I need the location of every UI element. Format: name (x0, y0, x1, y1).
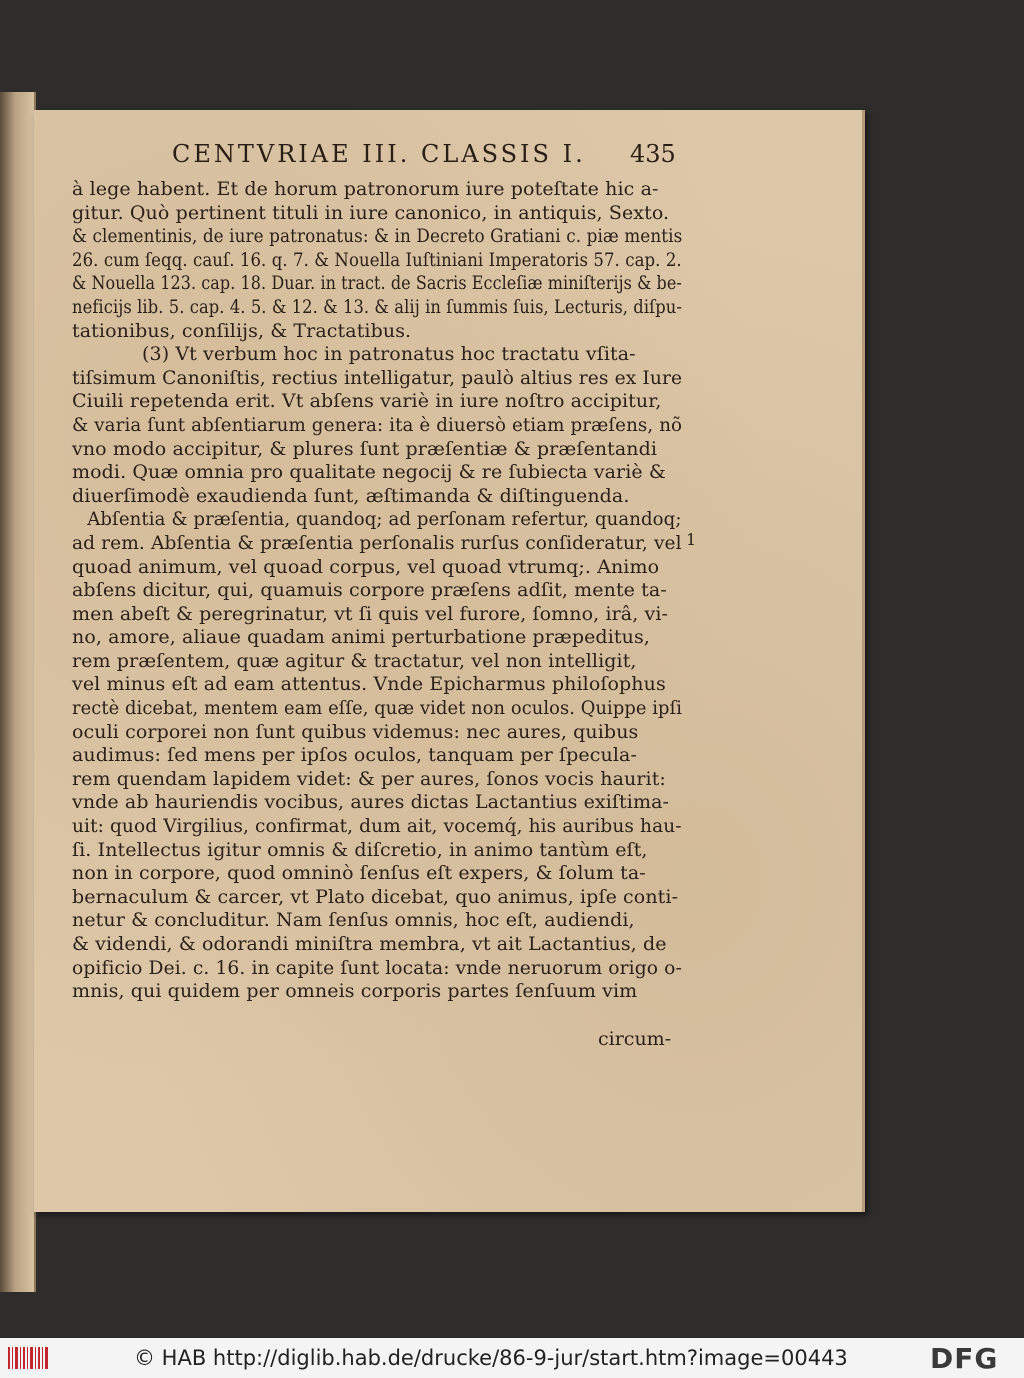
running-title: CENTVRIAE III. CLASSIS I. (172, 140, 586, 168)
text-line: diuerſimodè exaudienda ſunt, æſtimanda & diſtinguenda. (72, 484, 630, 507)
text-line: opificio Dei. c. 16. in capite ſunt locata: vnde neruorum origo o- (72, 956, 682, 979)
text-line: & clementinis, de iure patronatus: & in Decreto Gratiani c. piæ mentis (72, 225, 683, 248)
text-line: audimus: ſed mens per ipſos oculos, tanquam per ſpecula- (72, 744, 637, 767)
text-line: vno modo accipitur, & plures ſunt præſentiæ & præſentandi (72, 437, 658, 460)
text-line: & varia ſunt abſentiarum genera: ita è diuersò etiam præſens, nõ (72, 413, 683, 436)
text-line: neficijs lib. 5. cap. 4. 5. & 12. & 13. & alij in ſummis ſuis, Lecturis, diſpu- (72, 295, 682, 318)
page-body-text (72, 178, 682, 1004)
text-line: à lege habent. Et de horum patronorum iure poteſtate hic a- (72, 178, 659, 200)
catchword: circum- (598, 1028, 672, 1050)
text-line: non in corpore, quod omninò ſenſus eſt expers, & ſolum ta- (72, 862, 646, 885)
text-line: men abeſt & peregrinatur, vt ſi quis vel furore, ſomno, irâ, vi- (72, 602, 669, 625)
text-line: uit: quod Virgilius, confirmat, dum ait, vocemq́, his auribus hau- (72, 815, 682, 838)
text-line: rectè dicebat, mentem eam eſſe, quæ videt non oculos. Quippe ipſi (72, 697, 683, 720)
previous-page-edge (0, 92, 36, 1292)
text-line: & videndi, & odorandi miniſtra membra, vt ait Lactantius, de (72, 933, 667, 955)
text-line: gitur. Quò pertinent tituli in iure canonico, in antiquis, Sexto. (72, 201, 670, 224)
page-number: 435 (630, 140, 676, 168)
text-line: quoad animum, vel quoad corpus, vel quoad vtrumq;. Animo (72, 555, 660, 578)
footer-bar (0, 1338, 1024, 1378)
text-line: mnis, qui quidem per omneis corporis partes ſenſuum vim (72, 980, 638, 1003)
text-line: modi. Quæ omnia pro qualitate negocij & re ſubiecta variè & (72, 461, 666, 484)
text-line: tiſsimum Canoniſtis, rectius intelligatur, paulò altius res ex Iure (72, 366, 683, 389)
dfg-logo: DFG (930, 1342, 999, 1375)
text-line: & Nouella 123. cap. 18. Duar. in tract. de Sacris Eccleſiæ miniſterijs & be- (72, 272, 682, 295)
text-line: 26. cum ſeqq. cauſ. 16. q. 7. & Nouella Iuſtiniani Imperatoris 57. cap. 2. (72, 248, 682, 271)
text-line: ad rem. Abſentia & præſentia perſonalis rurſus conſideratur, vel (72, 531, 682, 554)
text-line: Ciuili repetenda erit. Vt abſens variè in iure noſtro accipitur, (72, 390, 662, 413)
text-line: no, amore, aliaue quadam animi perturbatione præpeditus, (72, 626, 650, 649)
text-line: rem præſentem, quæ agitur & tractatur, vel non intelligit, (72, 649, 637, 672)
margin-mark: 1 (686, 530, 697, 549)
text-line: abſens dicitur, qui, quamuis corpore præſens adſit, mente ta- (72, 579, 667, 602)
hab-barcode-icon (6, 1344, 50, 1372)
text-line: vnde ab hauriendis vocibus, aures dictas Lactantius exiſtima- (72, 791, 670, 814)
text-line: Abſentia & præſentia, quandoq; ad perſonam refertur, quandoq; (87, 508, 682, 531)
text-line: bernaculum & carcer, vt Plato dicebat, quo animus, ipſe conti- (72, 885, 679, 908)
text-line: rem quendam lapidem videt: & per aures, ſonos vocis haurit: (72, 767, 666, 790)
text-line: ſi. Intellectus igitur omnis & diſcretio, in animo tantùm eſt, (72, 838, 648, 861)
text-line: tationibus, conſilijs, & Tractatibus. (72, 319, 412, 342)
text-line: netur & concluditur. Nam ſenſus omnis, hoc eſt, audiendi, (72, 909, 635, 932)
text-line: (3) Vt verbum hoc in patronatus hoc tractatu vſita- (142, 343, 636, 366)
copyright-url[interactable]: © HAB http://diglib.hab.de/drucke/86-9-jur/start.htm?image=00443 (134, 1346, 848, 1370)
text-line: oculi corporei non ſunt quibus videmus: nec aures, quibus (72, 720, 639, 743)
text-line: vel minus eſt ad eam attentus. Vnde Epicharmus philoſophus (72, 673, 666, 696)
